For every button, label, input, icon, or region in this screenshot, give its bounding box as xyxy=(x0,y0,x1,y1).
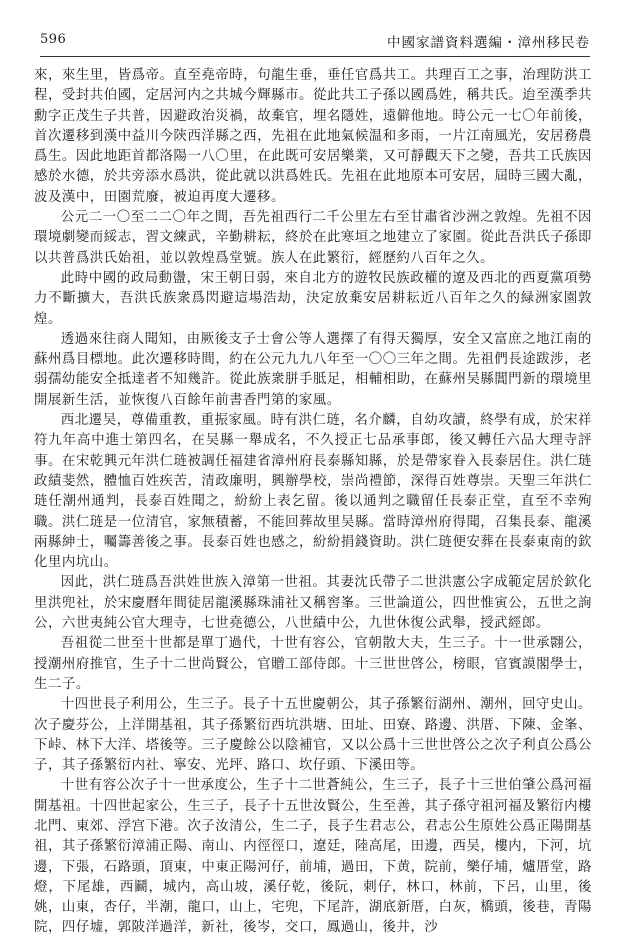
header-rule xyxy=(40,56,590,57)
paragraph-4: 透過來往商人聞知，由厥後支子士會公等人選擇了有得天獨厚，安全又富庶之地江南的蘇州爲目標地。此次遷移時間，約在公元九九八年至一〇〇三年之間。先祖們長途跋涉，老弱孺幼能安全抵達者不知幾許。從此族衆胼手胝足，相輔相助，在蘇州吴縣閶門新的環境里開展新生活，並恢復八百餘年前書香門第的家風。 xyxy=(34,331,592,408)
paragraph-7: 吾祖從二世至十世都是單丁過代，十世有容公，官朝散大夫，生三子。十一世承翾公，授潮州府推官，生子十二世尚賢公，官贈工部侍郎。十三世世啓公，榜眼，官賓謨閣學士，生二子。 xyxy=(34,636,592,692)
paragraph-8: 十四世長子利用公，生三子。長子十五世慶朝公，其子孫繁衍湖州、潮州，回守史山。次子慶芬公，上洋開基祖，其子孫繁衍西坑洪塘、田址、田寮、路邊、洪厝、下陳、金峯、下峠、林下大洋、塔後等。三子慶餘公以陰補官，又以公爲十三世世啓公之次子利貞公爲公子，其子孫繁衍内社、寧安、光坪、路口、坎仔頭、下溪田等。 xyxy=(34,697,592,774)
paragraph-9: 十世有容公次子十一世承度公，生子十二世蒼純公，生三子，長子十三世伯肇公爲河福開基祖。十四世起家公，生三子，長子十五世汝賢公，生至善，其子孫守祖河福及繁衍内樓北門、東郊、浮宫下港。次子汝清公，生二子，長子生君志公，君志公生原姓公爲正陽開基祖，其子孫繁衍漳浦正陽、南山、内徑徑口，遼廷，陸高尾，田邊，西吴，樓内，下河，坑邊，下張，石路頭，頂東，中東正陽河仔，前埔，過田，下黄，院前，樂仔埔，爐厝堂，路燈，下尾雄，西鬬，城内，高山坡，溪仔乾，後阮，刺仔，林口，林前，下呂，山里，後姚，山東，杏仔，半潮，龍口，山上，宅兜，下尾許，湖底新厝，白灰，橋頭，後巷，青陽院，四仔墟，郭陂洋過洋，新社，後岑，交口，鳳過山，後井，沙 xyxy=(34,778,592,936)
paragraph-5: 西北遷吴，尊備重教，重振家風。時有洪仁琏，名介麟，自幼攻讀，終學有成，於宋祥符九年高中進士第四名，在吴縣一舉成名，不久授正七品承事郎，後又轉任六品大理寺評事。在宋乾興元年洪仁琏被調任福建省漳州府長泰縣知縣，於是帶家眷入長泰居住。洪仁琏政績斐然，體恤百姓疾苦，清政廉明，興辦學校，崇尚禮節，深得百姓尊崇。天聖三年洪仁琏任潮州通判，長泰百姓聞之，紛紛上表乞留。後以通判之職留任長泰正堂，直至不幸殉職。洪仁琏是一位清官，家無積蓄，不能回葬故里吴縣。當時漳州府得聞，召集長泰、龍溪兩縣紳士，囑籌善後之事。長泰百姓也感之，紛紛捐錢資助。洪仁琏便安葬在長泰東南的欽化里内坑山。 xyxy=(34,413,592,571)
paragraph-1: 來，來生里，皆爲帝。直至堯帝時，句龍生垂，垂任官爲共工。共理百工之事，治理防洪工程，受封共伯國，定居河内之共城今輝縣市。從此共工子孫以國爲姓，稱共氏。迨至漢季共勳字正茂生子共普，因避政治災禍，故棄官，埋名隱姓，遠僻他地。時公元一七〇年前後，首次遷移到漢中益川今陝西洋縣之西，先祖在此地氣候温和多雨，一片江南風光，安居務農爲生。因此地距首都洛陽一八〇里，在此既可安居樂業，又可靜觀天下之變，吾共工氏族因感於水德，於共旁添水爲洪，從此就以洪爲姓氏。先祖在此地原本可安居，屆時三國大亂，波及漢中，田園荒廢，被迫再度大遷移。 xyxy=(34,68,592,205)
page-number: 596 xyxy=(40,32,67,47)
paragraph-6: 因此，洪仁琏爲吾洪姓世族入漳第一世祖。其妻沈氏帶子二世洪憲公字成範定居於欽化里洪兜社，於宋慶曆年間徒居龍溪縣珠浦社又稱窖峯。三世論道公，四世惟寅公，五世之詢公，六世夷純公官大理寺，七世堯德公，八世績中公，九世休復公武舉，授武經郎。 xyxy=(34,575,592,632)
page-header xyxy=(40,30,590,54)
paragraph-3: 此時中國的政局動盪，宋王朝日弱，來自北方的遊牧民族政權的遼及西北的西夏黨項勢力不斷擴大，吾洪氏族衆爲閃避這場浩劫，決定放棄安居耕耘近八百年之久的緑洲家園敦煌。 xyxy=(34,270,592,327)
paragraph-2: 公元二一〇至二二〇年之間，吾先祖西行二千公里左右至甘肅省沙洲之敦煌。先祖不因環境劇變而綏志，習文練武，辛勤耕耘，終於在此寒垣之地建立了家園。從此吾洪氏子孫即以共普爲洪氏始祖，並以敦煌爲堂號。族人在此繁衍，經歷約八百年之久。 xyxy=(34,210,592,266)
running-title: 中國家譜資料選編・漳州移民卷 xyxy=(387,35,590,51)
body-text xyxy=(34,66,592,936)
